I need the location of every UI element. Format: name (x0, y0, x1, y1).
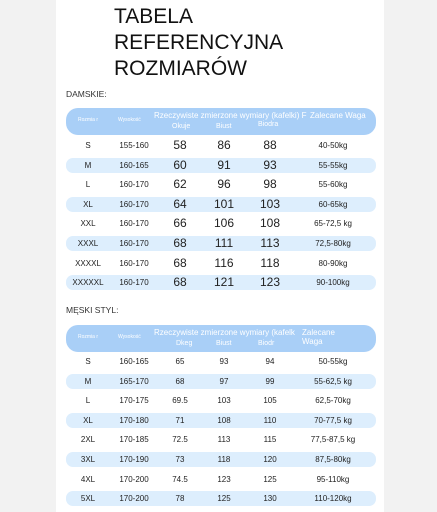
header-recommended: Zalecane Waga (310, 111, 366, 120)
size-cell: S (85, 357, 91, 366)
table-row (66, 374, 376, 389)
weight-cell: 95-110kg (316, 474, 350, 484)
bust-cell: 106 (213, 216, 235, 231)
weight-cell: 55-62,5 kg (314, 376, 352, 386)
hips-cell: 110 (263, 415, 277, 425)
height-cell: 165-170 (119, 376, 149, 386)
header-waist: Okuje (172, 123, 191, 130)
header-height: Wysokość (118, 117, 141, 123)
hips-cell: 88 (263, 138, 277, 152)
title-line: REFERENCYJNA (114, 31, 284, 54)
header-height: Wysokość (118, 334, 141, 340)
header-hips: Biodr (258, 340, 275, 347)
height-cell: 170-180 (119, 415, 149, 425)
size-cell: XL (83, 415, 93, 425)
size-cell: 5XL (80, 494, 96, 504)
weight-cell: 77,5-87,5 kg (310, 435, 356, 445)
size-cell: S (85, 141, 91, 150)
hips-cell: 93 (263, 157, 277, 172)
weight-cell: 60-65kg (318, 199, 348, 209)
size-cell: XXXL (77, 239, 99, 248)
weight-cell: 87,5-80kg (315, 455, 351, 464)
weight-cell: 90-100kg (316, 278, 350, 288)
hips-cell: 98 (263, 177, 277, 192)
height-cell: 160-170 (119, 258, 149, 268)
waist-cell: 64 (173, 196, 187, 211)
page-title (114, 4, 283, 82)
table-row (66, 393, 376, 408)
title-line: TABELA (114, 5, 193, 28)
size-cell: 4XL (80, 474, 96, 484)
height-cell: 170-190 (119, 455, 149, 464)
height-cell: 170-175 (119, 396, 149, 406)
height-cell: 160-170 (119, 180, 149, 190)
table-row (66, 177, 376, 192)
size-cell: M (84, 376, 92, 386)
weight-cell: 55-60kg (318, 180, 348, 190)
height-cell: 160-170 (119, 199, 149, 209)
bust-cell: 118 (217, 455, 231, 464)
hips-cell: 99 (265, 376, 275, 386)
bust-cell: 103 (217, 396, 231, 406)
bust-cell: 96 (217, 177, 231, 192)
bust-cell: 116 (214, 255, 234, 270)
bust-cell: 86 (217, 138, 231, 152)
table-row (66, 452, 376, 467)
waist-cell: 66 (173, 216, 187, 231)
header-waist: Dkeg (176, 340, 193, 347)
bust-cell: 97 (219, 376, 229, 386)
header-measured: Rzeczywiste zmierzone wymiary (kafelk (154, 328, 295, 337)
header-recommended: Zalecane Waga (302, 328, 335, 346)
table-row (66, 138, 376, 153)
table-row (66, 472, 376, 487)
waist-cell: 58 (173, 138, 187, 152)
bust-cell: 123 (217, 474, 231, 484)
waist-cell: 68 (173, 236, 187, 250)
women-table-header (66, 108, 376, 135)
weight-cell: 40-50kg (318, 141, 348, 150)
header-size: Rozmia r (78, 334, 99, 340)
height-cell: 160-165 (119, 160, 149, 170)
table-row (66, 491, 376, 506)
men-section-label: MĘSKI STYL: (66, 305, 119, 315)
hips-cell: 130 (263, 494, 277, 504)
table-row (66, 413, 376, 428)
hips-cell: 113 (260, 236, 280, 250)
table-row (66, 275, 376, 290)
height-cell: 170-185 (119, 435, 149, 445)
waist-cell: 71 (175, 415, 185, 425)
weight-cell: 70-77,5 kg (314, 415, 352, 425)
waist-cell: 74.5 (172, 474, 188, 484)
weight-cell: 110-120kg (314, 494, 352, 504)
size-cell: L (85, 180, 91, 190)
bust-cell: 125 (217, 494, 231, 504)
table-row (66, 158, 376, 173)
women-section-label: DAMSKIE: (66, 89, 107, 99)
height-cell: 160-170 (119, 239, 149, 248)
bust-cell: 101 (213, 196, 235, 211)
hips-cell: 103 (259, 196, 281, 211)
height-cell: 170-200 (119, 474, 149, 484)
hips-cell: 123 (259, 275, 281, 290)
waist-cell: 73 (175, 455, 185, 464)
bust-cell: 113 (217, 435, 231, 445)
weight-cell: 55-55kg (318, 160, 348, 170)
waist-cell: 78 (175, 494, 185, 504)
size-cell: L (85, 396, 91, 406)
hips-cell: 115 (263, 435, 277, 445)
hips-cell: 94 (265, 357, 275, 366)
waist-cell: 68 (173, 255, 187, 270)
waist-cell: 68 (175, 376, 185, 386)
table-row (66, 432, 376, 447)
height-cell: 160-170 (119, 278, 149, 288)
bust-cell: 91 (217, 157, 231, 172)
hips-cell: 125 (263, 474, 277, 484)
size-cell: M (84, 160, 92, 170)
size-cell: XL (83, 199, 93, 209)
height-cell: 160-165 (119, 357, 149, 366)
table-row (66, 256, 376, 271)
header-measured: Rzeczywiste zmierzone wymiary (kafelki) F (154, 111, 307, 120)
waist-cell: 69.5 (172, 396, 188, 406)
hips-cell: 105 (263, 396, 277, 406)
height-cell: 170-200 (119, 494, 149, 504)
header-bust: Biust (216, 340, 232, 347)
hips-cell: 120 (263, 455, 277, 464)
bust-cell: 108 (217, 415, 231, 425)
header-size: Rozmia r (78, 117, 99, 123)
bust-cell: 93 (219, 357, 229, 366)
size-cell: XXL (80, 219, 96, 229)
size-cell: 2XL (80, 435, 96, 445)
waist-cell: 60 (173, 157, 187, 172)
waist-cell: 72.5 (172, 435, 188, 445)
weight-cell: 62,5-70kg (315, 396, 351, 406)
waist-cell: 65 (175, 357, 185, 366)
weight-cell: 80-90kg (318, 258, 348, 268)
table-row (66, 197, 376, 212)
table-row (66, 236, 376, 251)
header-bust: Biust (216, 123, 232, 130)
size-cell: XXXXL (75, 258, 101, 268)
size-cell: 3XL (80, 455, 96, 464)
weight-cell: 65-72,5 kg (314, 219, 352, 229)
bust-cell: 121 (213, 275, 235, 290)
size-cell: XXXXXL (72, 278, 104, 288)
weight-cell: 72,5-80kg (315, 239, 351, 248)
header-hips: Biodra (258, 121, 279, 128)
height-cell: 160-170 (119, 219, 149, 229)
hips-cell: 108 (259, 216, 281, 231)
bust-cell: 111 (214, 236, 234, 250)
weight-cell: 50-55kg (318, 357, 348, 366)
waist-cell: 68 (173, 275, 187, 290)
table-row (66, 354, 376, 369)
men-table-header (66, 325, 376, 352)
hips-cell: 118 (260, 255, 280, 270)
table-row (66, 216, 376, 231)
waist-cell: 62 (173, 177, 187, 192)
title-line: ROZMIARÓW (114, 57, 247, 80)
height-cell: 155-160 (119, 141, 149, 150)
